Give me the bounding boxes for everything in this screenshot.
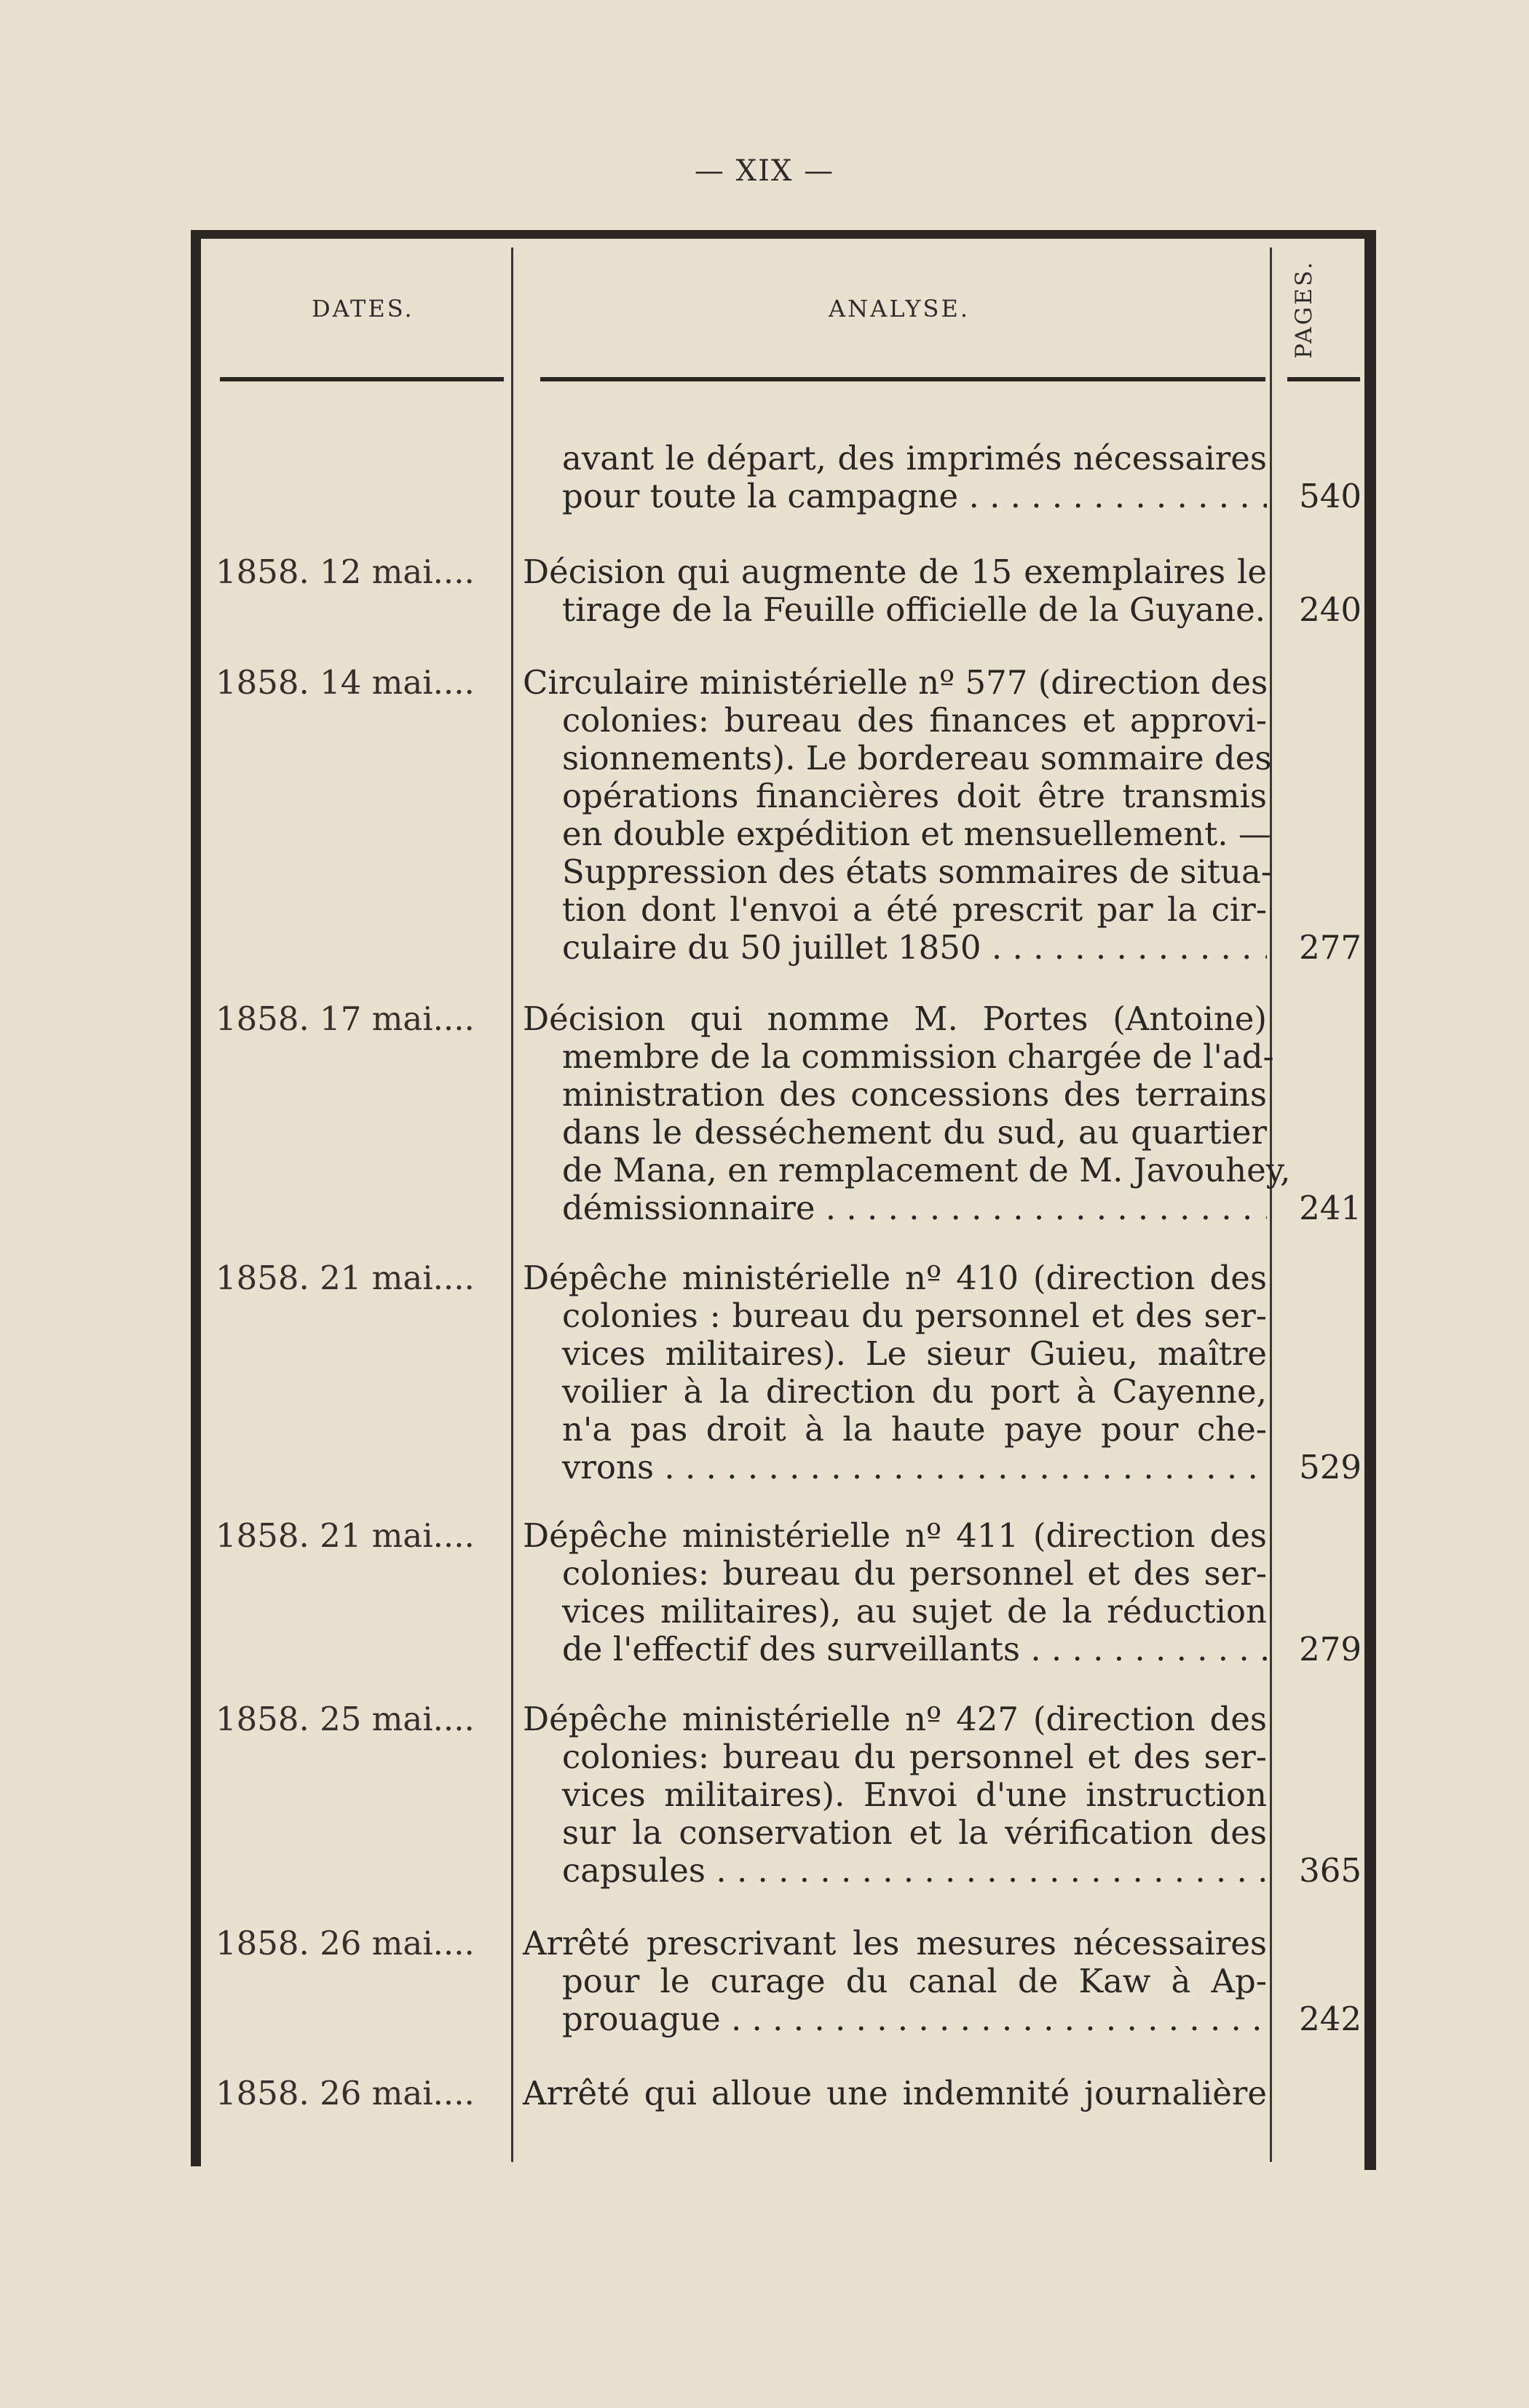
entry-analyse [523,1517,1267,1668]
entry-date: 1858. 26 mai.... [216,2074,475,2112]
entry-analyse [523,1700,1267,1890]
entry-analyse [523,2075,1267,2112]
entry-page: 529 [1299,1448,1362,1486]
entry-date: 1858. 26 mai.... [216,1924,475,1963]
entry-line: colonies: bureau du personnel et des ser- [562,1738,1267,1776]
entry-line: voilier à la direction du port à Cayenne, [562,1372,1267,1411]
frame-top-border [198,230,1376,239]
entry-line: tirage de la Feuille officielle de la Guyane. [562,590,1266,629]
entry-analyse [523,1925,1267,2038]
entry-line: vices militaires). Le sieur Guieu, maître [562,1334,1267,1373]
entry-line: colonies: bureau du personnel et des ser- [562,1554,1267,1593]
entry-line: Circulaire ministérielle nº 577 (direction des [523,663,1268,702]
entry-line: capsules . . . [523,1852,1267,1890]
entry-line: démissionnaire . . . [523,1189,1267,1227]
entry-line: prouague . . . [523,2000,1267,2038]
entry-page: 242 [1299,2000,1362,2038]
entry-analyse [523,999,1291,1227]
entry-line: membre de la commission chargée de l'ad- [562,1037,1274,1076]
entry-page: 241 [1299,1189,1362,1227]
entry-analyse [523,440,1267,515]
entry-line: sionnements). Le bordereau sommaire des [562,739,1272,777]
entry-page: 240 [1299,590,1362,629]
header-rule-analyse [540,377,1265,381]
entry-line: Arrêté prescrivant les mesures nécessaires [523,1924,1267,1963]
entry-line: pour toute la campagne . . . [523,478,1267,515]
header-dates: DATES. [312,295,414,322]
header-analyse: ANALYSE. [829,295,970,322]
entry-line: Arrêté qui alloue une indemnité journalière [523,2074,1267,2112]
entry-analyse [523,1259,1267,1486]
entry-line: colonies: bureau des finances et approvi- [562,701,1267,740]
entry-line: ministration des concessions des terrains [562,1075,1267,1114]
column-divider-analyse [1270,247,1272,2162]
entry-line: colonies : bureau du personnel et des ser- [562,1296,1267,1335]
entry-line: de l'effectif des surveillants . . . [523,1631,1267,1668]
entry-date: 1858. 14 mai.... [216,663,475,702]
entry-line: opérations financières doit être transmis [562,777,1267,815]
entry-line: sur la conservation et la vérification des [562,1813,1267,1852]
header-rule-pages [1287,377,1360,381]
entry-line: vices militaires), au sujet de la réduction [562,1592,1267,1631]
entry-page: 540 [1299,477,1362,515]
entry-line: culaire du 50 juillet 1850 . . . [523,929,1267,967]
entry-analyse [523,553,1267,629]
entry-line: Décision qui augmente de 15 exemplaires le [523,553,1267,591]
entry-line: en double expédition et mensuellement. — [562,815,1271,853]
entry-date: 1858. 17 mai.... [216,999,475,1038]
entry-line: Suppression des états sommaires de situa- [562,852,1272,891]
entry-line: Décision qui nomme M. Portes (Antoine) [523,999,1267,1038]
frame-left-border [191,230,201,2166]
entry-line: vices militaires). Envoi d'une instruction [562,1775,1267,1814]
entry-analyse [523,663,1272,967]
column-divider-dates [511,247,513,2162]
header-pages: PAGES. [1291,260,1317,359]
entry-line: vrons . . . [523,1449,1267,1486]
entry-line: pour le curage du canal de Kaw à Ap- [562,1962,1267,2000]
entry-date: 1858. 12 mai.... [216,553,475,591]
entry-date: 1858. 21 mai.... [216,1516,475,1555]
entry-line: avant le départ, des imprimés nécessaires [562,439,1267,478]
entry-line: Dépêche ministérielle nº 411 (direction des [523,1516,1267,1555]
entry-date: 1858. 21 mai.... [216,1259,475,1297]
page-number: — XIX — [694,154,835,188]
frame-right-border [1364,230,1376,2170]
entry-page: 365 [1299,1851,1362,1890]
entry-date: 1858. 25 mai.... [216,1700,475,1738]
entry-line: dans le desséchement du sud, au quartier [562,1113,1267,1152]
entry-line: tion dont l'envoi a été prescrit par la cir- [562,890,1267,929]
entry-page: 279 [1299,1630,1362,1668]
entry-page: 277 [1299,928,1362,967]
entry-line: Dépêche ministérielle nº 410 (direction des [523,1259,1267,1297]
entry-line: de Mana, en remplacement de M. Javouhey, [562,1151,1291,1189]
entry-line: n'a pas droit à la haute paye pour che- [562,1410,1267,1449]
header-rule-dates [220,377,504,381]
entry-line: Dépêche ministérielle nº 427 (direction des [523,1700,1267,1738]
